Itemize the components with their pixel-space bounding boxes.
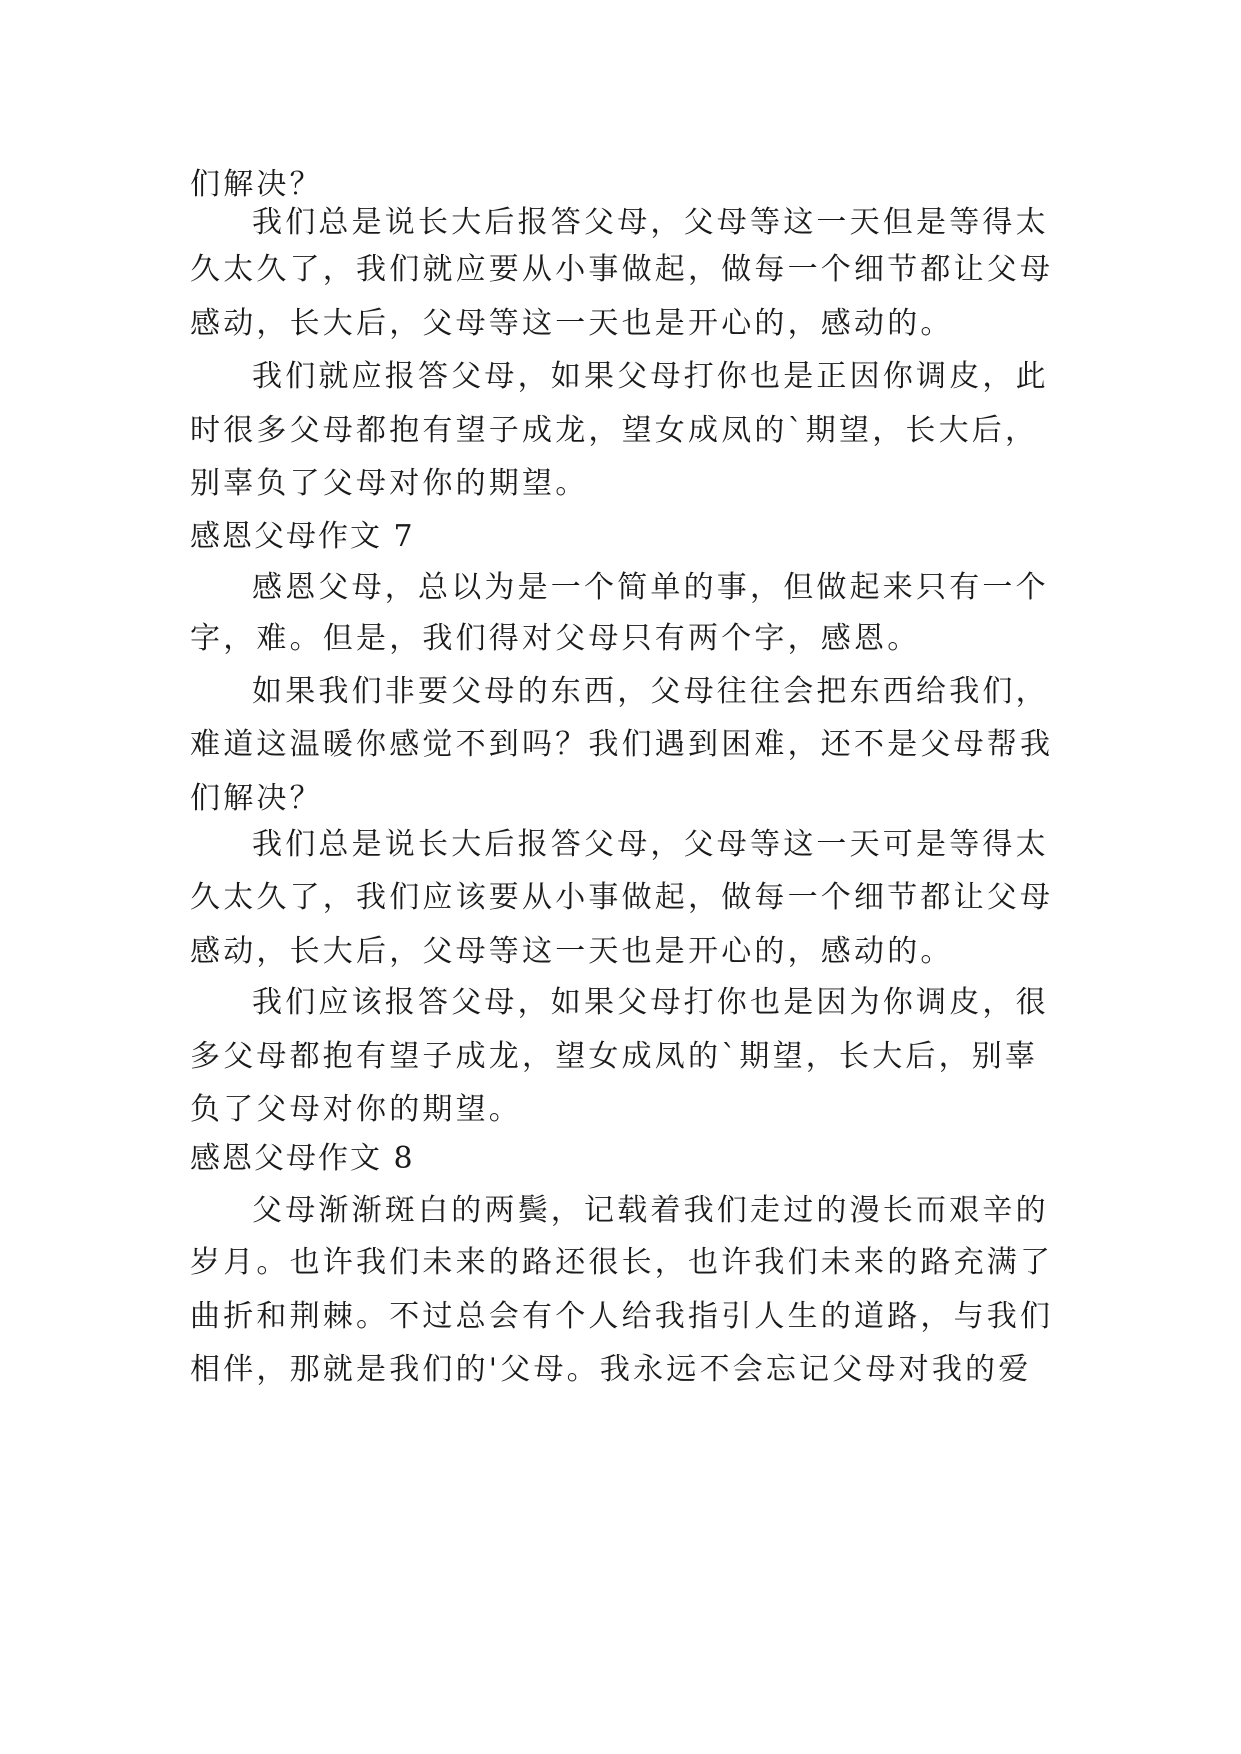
text-line: 曲折和荆棘。不过总会有个人给我指引人生的道路，与我们 — [190, 1299, 1054, 1334]
text-line: 难道这温暖你感觉不到吗？我们遇到困难，还不是父母帮我 — [190, 727, 1054, 762]
text-line: 感动，长大后，父母等这一天也是开心的，感动的。 — [190, 934, 954, 969]
text-line: 们解决？ — [190, 781, 323, 816]
paragraph-line: 感恩父母，总以为是一个简单的事，但做起来只有一个 — [252, 570, 1049, 605]
text-line: 字，难。但是，我们得对父母只有两个字，感恩。 — [190, 621, 921, 656]
text-line: 多父母都抱有望子成龙，望女成凤的`期望，长大后，别辜 — [190, 1039, 1039, 1074]
text-line: 别辜负了父母对你的期望。 — [190, 466, 589, 501]
paragraph-line: 父母渐渐斑白的两鬓，记载着我们走过的漫长而艰辛的 — [252, 1193, 1049, 1228]
text-line: 久太久了，我们应该要从小事做起，做每一个细节都让父母 — [190, 880, 1054, 915]
paragraph-line: 我们就应报答父母，如果父母打你也是正因你调皮，此 — [252, 359, 1049, 394]
paragraph-line: 我们总是说长大后报答父母，父母等这一天可是等得太 — [252, 827, 1049, 862]
paragraph-line: 如果我们非要父母的东西，父母往往会把东西给我们， — [252, 674, 1049, 709]
text-line: 岁月。也许我们未来的路还很长，也许我们未来的路充满了 — [190, 1245, 1054, 1280]
section-heading: 感恩父母作文 7 — [190, 519, 415, 554]
paragraph-line: 我们应该报答父母，如果父母打你也是因为你调皮，很 — [252, 985, 1049, 1020]
paragraph-line: 我们总是说长大后报答父母，父母等这一天但是等得太 — [252, 205, 1049, 240]
section-heading: 感恩父母作文 8 — [190, 1141, 415, 1176]
text-line: 相伴，那就是我们的'父母。我永远不会忘记父母对我的爱 — [190, 1352, 1032, 1387]
text-line: 们解决？ — [190, 167, 323, 202]
text-line: 时很多父母都抱有望子成龙，望女成凤的`期望，长大后， — [190, 413, 1039, 448]
text-line: 久太久了，我们就应要从小事做起，做每一个细节都让父母 — [190, 252, 1054, 287]
text-line: 感动，长大后，父母等这一天也是开心的，感动的。 — [190, 306, 954, 341]
text-line: 负了父母对你的期望。 — [190, 1092, 522, 1127]
